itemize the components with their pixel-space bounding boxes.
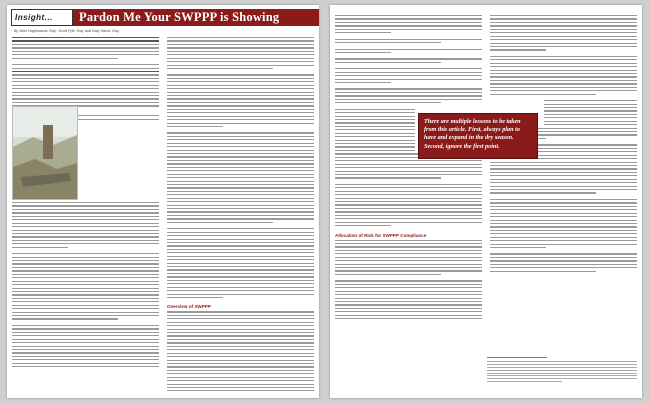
left-page	[7, 5, 319, 398]
pull-quote-callout	[418, 113, 538, 159]
title-bar	[73, 9, 319, 26]
article-header	[7, 9, 319, 26]
section-label: Insight...	[15, 13, 53, 22]
article-photo	[12, 106, 78, 200]
subhead-allocation: Allocation of Risk for SWPPP Compliance	[335, 232, 427, 238]
left-page-column-2	[167, 37, 314, 391]
right-page-column-2	[490, 15, 637, 353]
byline: By John Hughmanns, Esq.; Scott Fyfe, Esq. and Gary Harris, Esq.	[14, 29, 120, 33]
right-page-column-1	[335, 15, 482, 393]
footnote-rule	[487, 357, 547, 358]
subhead-overview: Overview of SWPPP	[167, 304, 211, 310]
pull-quote-text: There are multiple lessons to be taken from this article. First, always plan to have and expand in the dry season. Second, ignore the first point.	[424, 118, 521, 150]
article-title: Pardon Me Your SWPPP is Showing	[79, 10, 280, 24]
left-page-column-1-lower	[12, 202, 159, 392]
right-page	[330, 5, 642, 398]
footnotes	[487, 361, 637, 384]
section-label-box	[11, 9, 73, 26]
